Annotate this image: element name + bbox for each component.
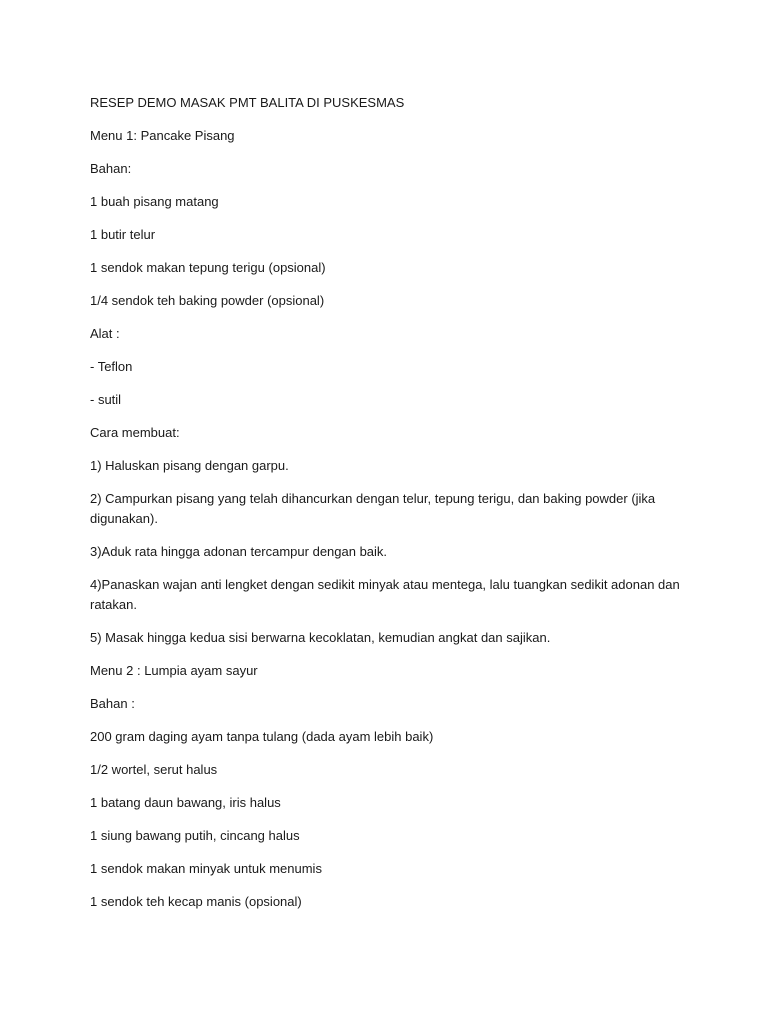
menu-1-ingredients-label: Bahan: [90,161,132,176]
ingredient-item: 1 sendok teh kecap manis (opsional) [90,894,302,909]
method-step: 1) Haluskan pisang dengan garpu. [90,458,289,473]
tool-item: - sutil [90,392,122,407]
ingredient-item: 1 buah pisang matang [90,194,219,209]
menu-2-ingredients-label: Bahan : [90,696,135,711]
ingredient-item: 200 gram daging ayam tanpa tulang (dada ayam lebih baik) [90,729,434,744]
document-body [90,93,680,925]
ingredient-item: 1 sendok makan tepung terigu (opsional) [90,260,326,275]
method-step: 5) Masak hingga kedua sisi berwarna kecoklatan, kemudian angkat dan sajikan. [90,630,551,645]
tool-item: - Teflon [90,359,133,374]
menu-2-heading: Menu 2 : Lumpia ayam sayur [90,663,258,678]
ingredient-item: 1 sendok makan minyak untuk menumis [90,861,322,876]
method-step: 3)Aduk rata hingga adonan tercampur dengan baik. [90,544,388,559]
ingredient-item: 1/2 wortel, serut halus [90,762,218,777]
method-label: Cara membuat: [90,425,180,440]
tools-label: Alat : [90,326,120,341]
document-title: RESEP DEMO MASAK PMT BALITA DI PUSKESMAS [90,95,405,110]
ingredient-item: 1 siung bawang putih, cincang halus [90,828,300,843]
method-step: 2) Campurkan pisang yang telah dihancurkan dengan telur, tepung terigu, dan baking powder (jika digunakan). [90,491,656,526]
ingredient-item: 1 butir telur [90,227,156,242]
ingredient-item: 1/4 sendok teh baking powder (opsional) [90,293,325,308]
ingredient-item: 1 batang daun bawang, iris halus [90,795,281,810]
method-step: 4)Panaskan wajan anti lengket dengan sedikit minyak atau mentega, lalu tuangkan sedikit adonan dan ratakan. [90,577,680,612]
menu-1-heading: Menu 1: Pancake Pisang [90,128,235,143]
